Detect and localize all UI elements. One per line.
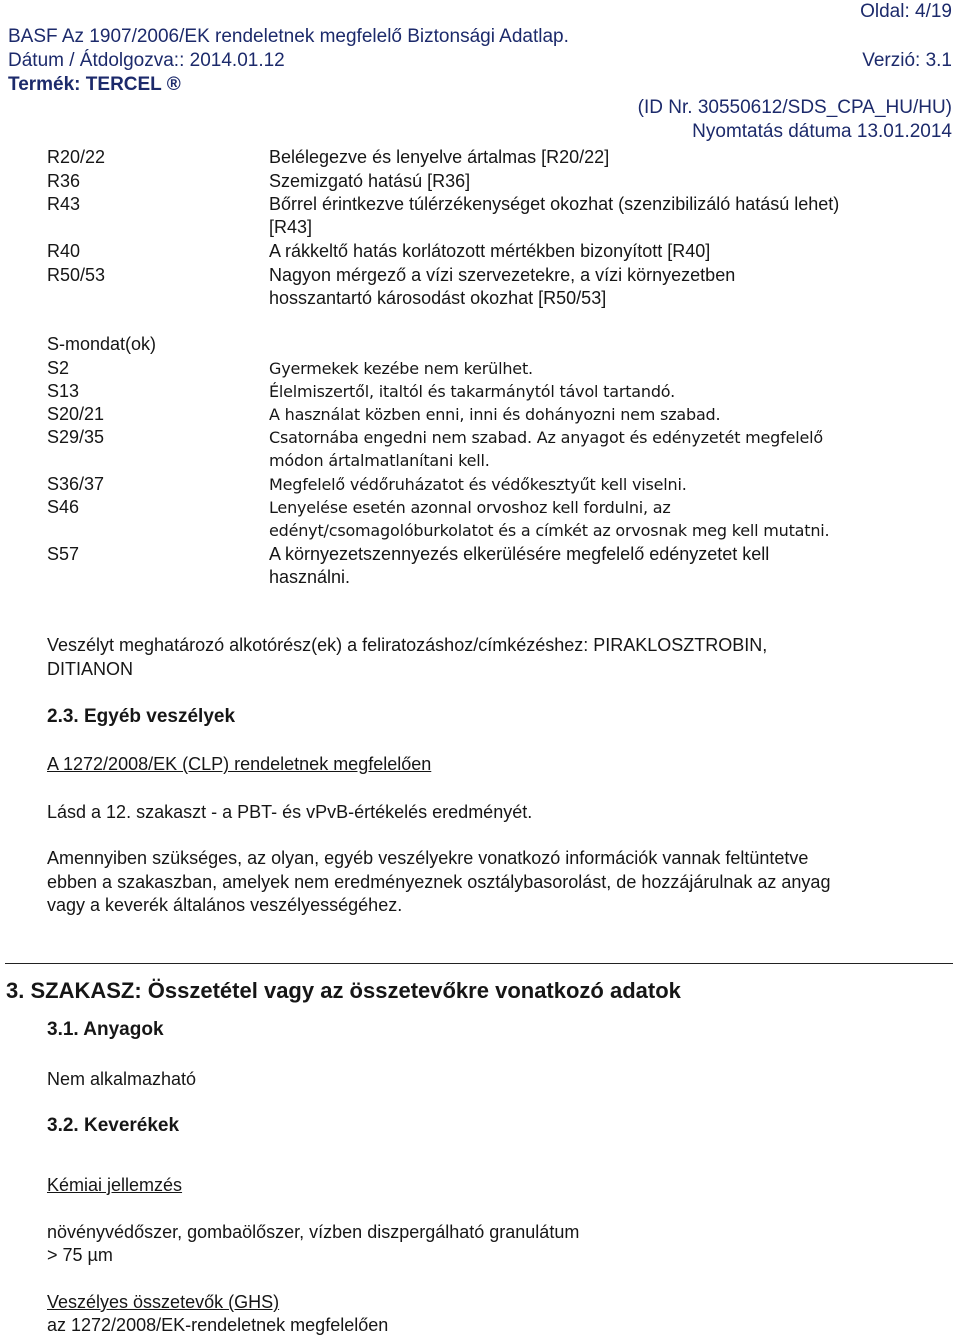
section-2-3-title: 2.3. Egyéb veszélyek: [47, 706, 236, 727]
page-number: Oldal: 4/19: [860, 1, 952, 22]
s-code: S29/35: [47, 427, 105, 447]
other-hazards-paragraph: ebben a szakaszban, amelyek nem eredményeznek osztálybasorolást, de hozzájárulnak az anyag: [47, 872, 831, 892]
r-text: [R43]: [269, 217, 313, 237]
other-hazards-paragraph: vagy a keverék általános veszélyességéhez.: [47, 895, 403, 915]
r-text: hosszantartó károsodást okozhat [R50/53]: [269, 288, 607, 308]
document-id: (ID Nr. 30550612/SDS_CPA_HU/HU): [637, 97, 952, 118]
r-code: R36: [47, 171, 81, 191]
other-hazards-paragraph: Amennyiben szükséges, az olyan, egyéb veszélyekre vonatkozó információk vannak feltüntetve: [47, 848, 809, 868]
s-text: módon ártalmatlanítani kell.: [269, 451, 490, 470]
s-code: S36/37: [47, 474, 105, 494]
section-3-2-title: 3.2. Keverékek: [47, 1115, 180, 1136]
chemical-characterization-value: növényvédőszer, gombaölőszer, vízben diszpergálható granulátum: [47, 1222, 580, 1242]
r-code: R43: [47, 194, 81, 214]
r-text: Bőrrel érintkezve túlérzékenységet okozhat (szenzibilizáló hatású lehet): [269, 194, 840, 214]
hazard-components-cont: DITIANON: [47, 659, 134, 679]
s-text: Élelmiszertől, italtól és takarmánytól távol tartandó.: [269, 382, 675, 401]
chemical-characterization-value: > 75 µm: [47, 1245, 113, 1265]
s-code: S46: [47, 497, 80, 517]
section-3-1-title: 3.1. Anyagok: [47, 1019, 164, 1040]
print-date: Nyomtatás dátuma 13.01.2014: [692, 121, 952, 142]
s-code: S20/21: [47, 404, 105, 424]
product-name: Termék: TERCEL ®: [8, 74, 181, 95]
s-text: A környezetszennyezés elkerülésére megfelelő edényzetet kell: [269, 544, 770, 564]
chemical-characterization-label: Kémiai jellemzés: [47, 1175, 183, 1195]
r-text: Szemizgató hatású [R36]: [269, 171, 471, 191]
substances-value: Nem alkalmazható: [47, 1069, 197, 1089]
s-code: S13: [47, 381, 80, 401]
r-code: R20/22: [47, 147, 106, 167]
s-text: Gyermekek kezébe nem kerülhet.: [269, 359, 533, 378]
s-text: A használat közben enni, inni és dohányozni nem szabad.: [269, 405, 721, 424]
s-text: használni.: [269, 567, 351, 587]
version-label: Verzió: 3.1: [862, 50, 952, 71]
r-text: Nagyon mérgező a vízi szervezetekre, a vízi környezetben: [269, 265, 736, 285]
r-text: Belélegezve és lenyelve ártalmas [R20/22]: [269, 147, 610, 167]
s-code: S2: [47, 358, 70, 378]
s-phrases-heading: S-mondat(ok): [47, 334, 157, 354]
clp-regulation-label: A 1272/2008/EK (CLP) rendeletnek megfelelően: [47, 754, 432, 774]
document-title: BASF Az 1907/2006/EK rendeletnek megfelelő Biztonsági Adatlap.: [8, 26, 569, 47]
pbt-note: Lásd a 12. szakaszt - a PBT- és vPvB-értékelés eredményét.: [47, 802, 533, 822]
r-code: R50/53: [47, 265, 106, 285]
r-code: R40: [47, 241, 81, 261]
s-text: Csatornába engedni nem szabad. Az anyagot és edényzetét megfelelő: [269, 428, 823, 447]
regulation-reference: az 1272/2008/EK-rendeletnek megfelelően: [47, 1315, 389, 1335]
section-3-title: 3. SZAKASZ: Összetétel vagy az összetevőkre vonatkozó adatok: [6, 978, 681, 1003]
s-text: Lenyelése esetén azonnal orvoshoz kell fordulni, az: [269, 498, 671, 517]
r-text: A rákkeltő hatás korlátozott mértékben bizonyított [R40]: [269, 241, 711, 261]
revision-date: Dátum / Átdolgozva:: 2014.01.12: [8, 50, 285, 71]
hazardous-ingredients-label: Veszélyes összetevők (GHS): [47, 1292, 280, 1312]
s-text: Megfelelő védőruházatot és védőkesztyűt kell viselni.: [269, 475, 687, 494]
section-divider: [5, 963, 953, 964]
s-code: S57: [47, 544, 80, 564]
hazard-components: Veszélyt meghatározó alkotórész(ek) a feliratozáshoz/címkézéshez: PIRAKLOSZTROBIN,: [47, 635, 768, 655]
s-text: edényt/csomagolóburkolatot és a címkét az orvosnak meg kell mutatni.: [269, 521, 830, 540]
